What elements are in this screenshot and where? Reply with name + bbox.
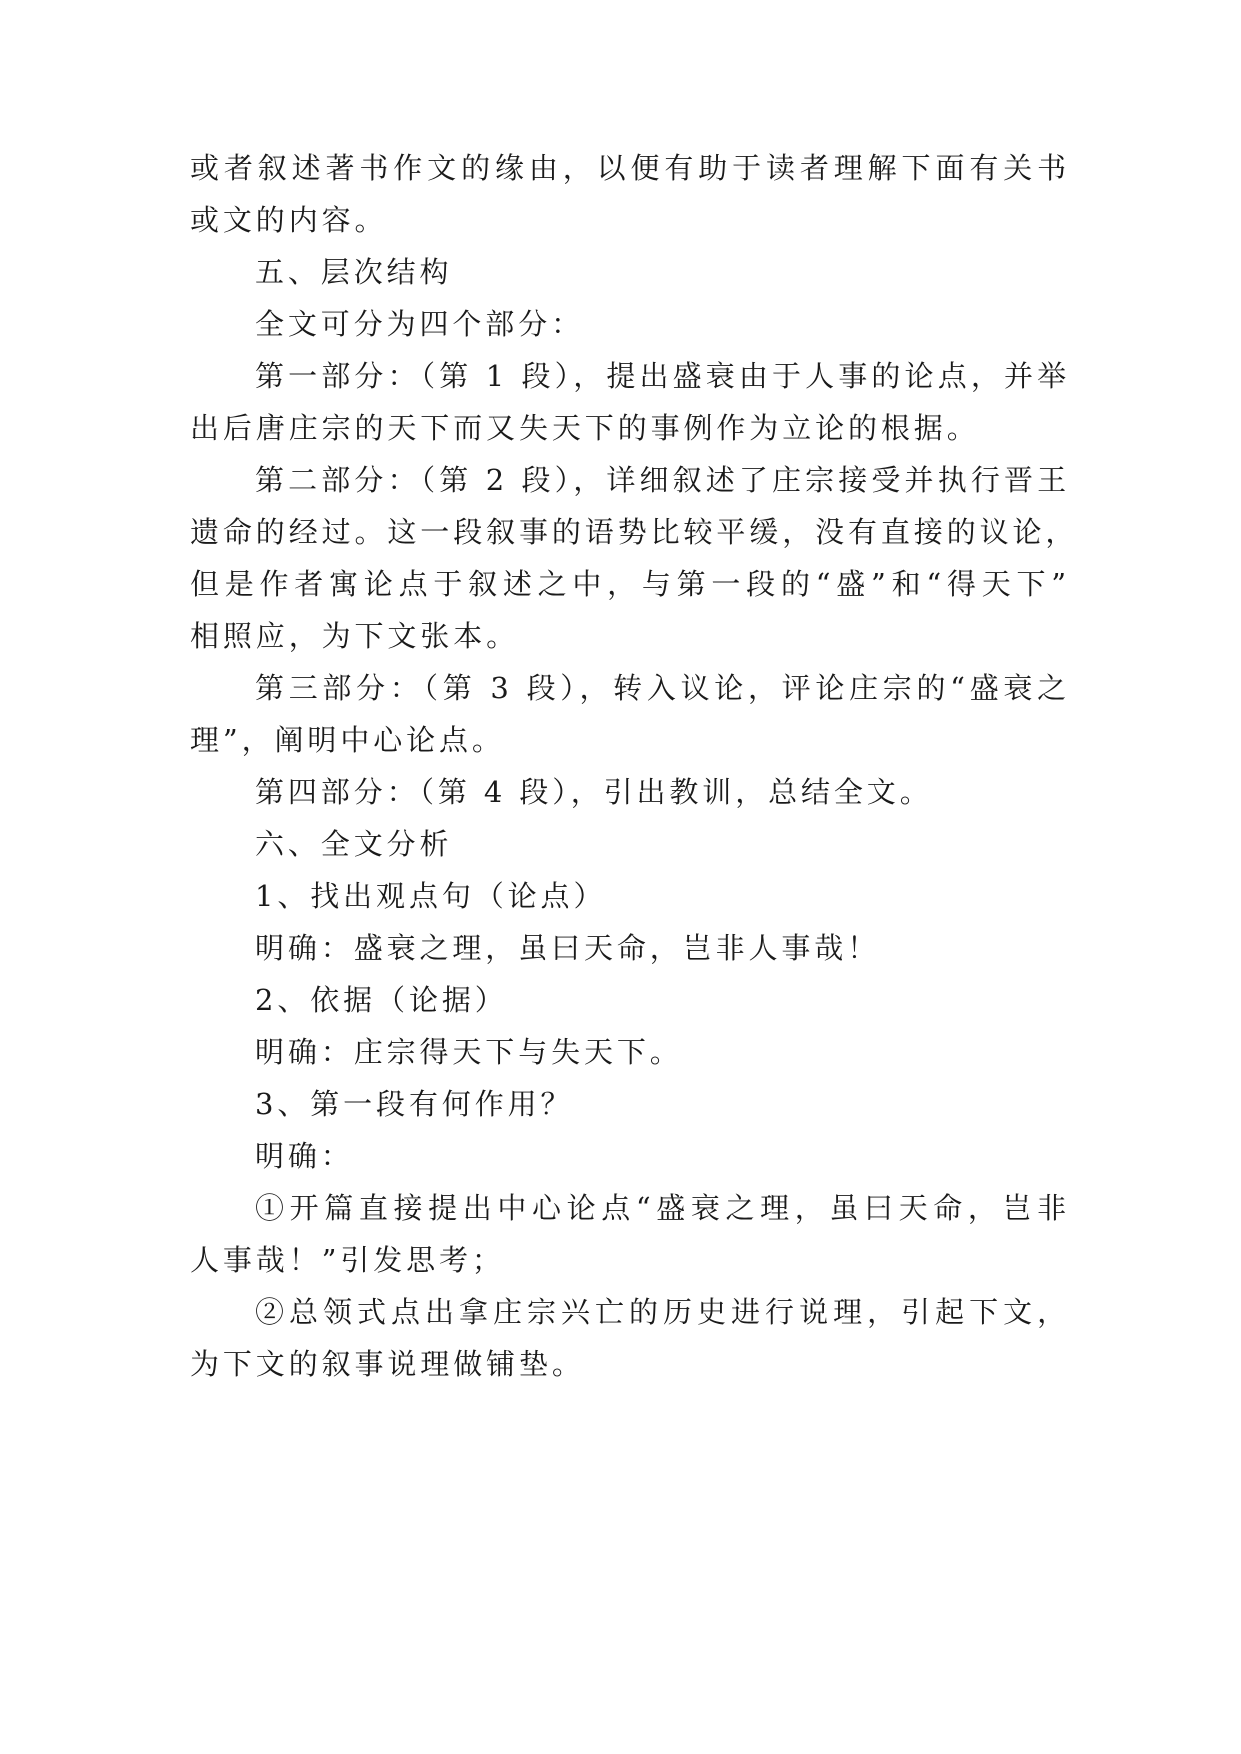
question-line: 1、找出观点句（论点） xyxy=(255,879,607,913)
paragraph-line: 理”，阐明中心论点。 xyxy=(190,723,505,757)
answer-line: 明确：盛衰之理，虽曰天命，岂非人事哉！ xyxy=(255,931,881,965)
paragraph-line: 出后唐庄宗的天下而又失天下的事例作为立论的根据。 xyxy=(190,411,980,445)
paragraph-line: 人事哉！”引发思考； xyxy=(190,1243,505,1277)
section-heading: 五、层次结构 xyxy=(255,255,453,289)
question-line: 3、第一段有何作用？ xyxy=(255,1087,574,1121)
paragraph-line: 但是作者寓论点于叙述之中，与第一段的“盛”和“得天下” xyxy=(190,567,1070,601)
answer-line: 明确： xyxy=(255,1139,354,1173)
paragraph-line: 遗命的经过。这一段叙事的语势比较平缓，没有直接的议论， xyxy=(190,515,1079,549)
answer-line: 明确：庄宗得天下与失天下。 xyxy=(255,1035,683,1069)
paragraph-line: 第三部分：（第 3 段），转入议论，评论庄宗的“盛衰之 xyxy=(255,671,1070,705)
paragraph-line: 全文可分为四个部分： xyxy=(255,307,585,341)
paragraph-line: 或文的内容。 xyxy=(190,203,388,237)
section-heading: 六、全文分析 xyxy=(255,827,453,861)
paragraph-line: ①开篇直接提出中心论点“盛衰之理，虽曰天命，岂非 xyxy=(255,1191,1070,1225)
paragraph-line: 第一部分：（第 1 段），提出盛衰由于人事的论点，并举 xyxy=(255,359,1070,393)
paragraph-line: 或者叙述著书作文的缘由，以便有助于读者理解下面有关书 xyxy=(190,151,1070,185)
paragraph-line: 第四部分：（第 4 段），引出教训，总结全文。 xyxy=(255,775,933,809)
paragraph-line: 为下文的叙事说理做铺垫。 xyxy=(190,1347,585,1381)
paragraph-line: 相照应，为下文张本。 xyxy=(190,619,520,653)
paragraph-line: ②总领式点出拿庄宗兴亡的历史进行说理，引起下文， xyxy=(255,1295,1070,1329)
paragraph-line: 第二部分：（第 2 段），详细叙述了庄宗接受并执行晋王 xyxy=(255,463,1070,497)
question-line: 2、依据（论据） xyxy=(255,983,508,1017)
